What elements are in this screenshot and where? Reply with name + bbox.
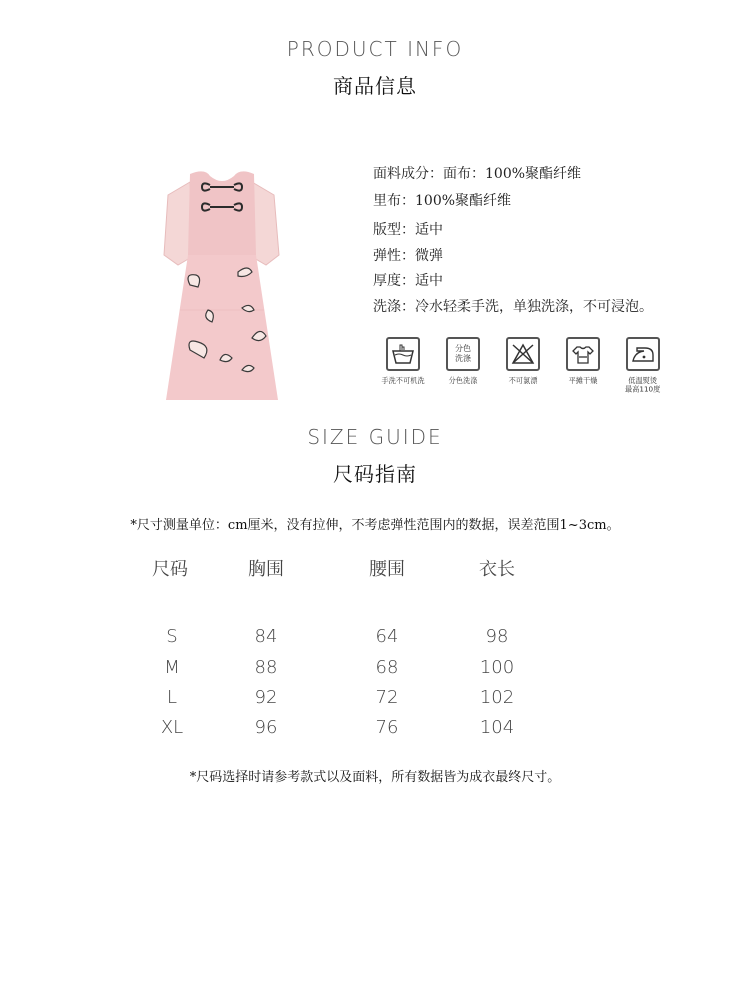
size-cell: 88 (254, 657, 278, 678)
size-table-body (0, 626, 750, 751)
separate-wash-icon (446, 337, 480, 371)
size-note-top: *尺寸测量单位：cm厘米，没有拉伸，不考虑弹性范围内的数据，误差范围1~3cm。 (130, 518, 620, 533)
care-separate-wash (433, 337, 493, 397)
size-cell: 98 (485, 626, 509, 647)
dress-illustration (160, 160, 285, 410)
spec-lining: 里布：100%聚酯纤维 (373, 193, 512, 209)
size-note-bottom: *尺码选择时请参考款式以及面料，所有数据皆为成衣最终尺寸。 (189, 770, 561, 785)
size-cell: 76 (375, 717, 399, 738)
size-cell: 68 (375, 657, 399, 678)
spec-elasticity: 弹性：微弹 (373, 248, 443, 264)
size-cell: 92 (254, 687, 278, 708)
size-cell: 96 (254, 717, 278, 738)
size-cell: 100 (479, 657, 515, 678)
care-icons (373, 337, 673, 397)
care-no-bleach (493, 337, 553, 397)
size-cell: 102 (479, 687, 515, 708)
no-bleach-icon (506, 337, 540, 371)
care-low-iron (613, 337, 673, 397)
size-header-waist: 腰围 (369, 559, 405, 580)
size-guide-title-en: SIZE GUIDE (307, 425, 443, 449)
size-cell: M (164, 657, 180, 678)
low-iron-icon (626, 337, 660, 371)
size-header-size: 尺码 (152, 559, 188, 580)
care-label-separate-wash: 分色洗涤 (448, 376, 478, 385)
size-cell: XL (160, 717, 184, 738)
size-guide-title-cn: 尺码指南 (333, 462, 417, 486)
size-cell: 72 (375, 687, 399, 708)
size-cell: S (166, 626, 178, 647)
hand-wash-icon (386, 337, 420, 371)
product-info-title-cn: 商品信息 (333, 74, 417, 98)
care-label-low-iron: 低温熨烫 最高110度 (625, 376, 661, 394)
care-hand-wash (373, 337, 433, 397)
care-label-hand-wash: 手洗不可机洗 (381, 376, 425, 385)
size-header-chest: 胸围 (248, 559, 284, 580)
care-flat-dry (553, 337, 613, 397)
size-header-length: 衣长 (479, 559, 515, 580)
spec-fit: 版型：适中 (373, 222, 443, 238)
spec-fabric: 面料成分：面布：100%聚酯纤维 (373, 166, 582, 182)
product-image (160, 160, 285, 410)
separate-wash-box-text: 分色 洗涤 (455, 344, 471, 363)
size-cell: L (166, 687, 178, 708)
care-label-no-bleach: 不可氯漂 (508, 376, 538, 385)
care-label-flat-dry: 平摊干燥 (568, 376, 598, 385)
flat-dry-icon (566, 337, 600, 371)
spec-washing: 洗涤：冷水轻柔手洗，单独洗涤，不可浸泡。 (373, 299, 653, 315)
spec-thickness: 厚度：适中 (373, 273, 443, 289)
size-cell: 104 (479, 717, 515, 738)
size-cell: 64 (375, 626, 399, 647)
size-cell: 84 (254, 626, 278, 647)
product-info-title-en: PRODUCT INFO (286, 37, 464, 61)
